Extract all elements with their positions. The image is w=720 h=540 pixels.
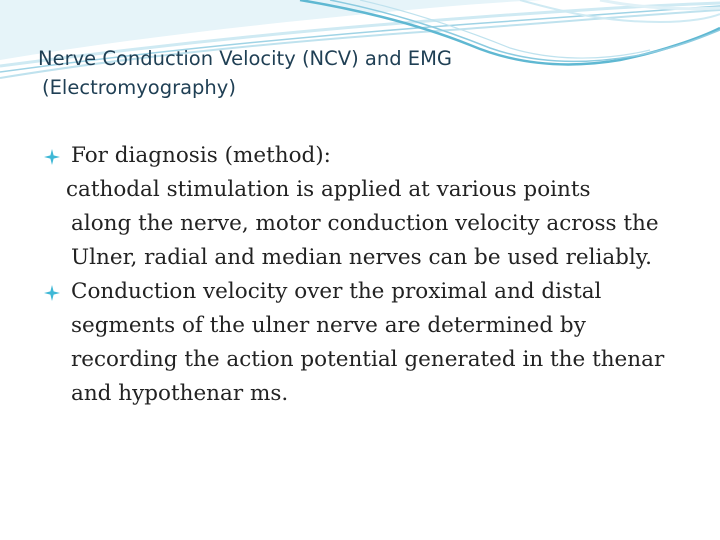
bullet-item (44, 139, 684, 173)
slide-title (38, 44, 678, 102)
title-line-2: (Electromyography) (42, 76, 236, 99)
sparkle-bullet-icon (44, 285, 60, 301)
bullet-item (44, 275, 684, 411)
bullet-continuation (44, 173, 684, 275)
continuation-text: along the nerve, motor conduction velocity across the Ulner, radial and median nerves can be used reliably. (71, 211, 659, 270)
slide-content (44, 139, 684, 411)
title-line-1: Nerve Conduction Velocity (NCV) and EMG (38, 47, 453, 70)
bullet-text: For diagnosis (method): (71, 143, 331, 168)
bullet-text: Conduction velocity over the proximal and distal segments of the ulner nerve are determined by recording the action potential generated in the thenar and hypothenar ms. (71, 279, 665, 406)
continuation-first-line: cathodal stimulation is applied at various points (66, 177, 591, 202)
sparkle-bullet-icon (44, 149, 60, 165)
